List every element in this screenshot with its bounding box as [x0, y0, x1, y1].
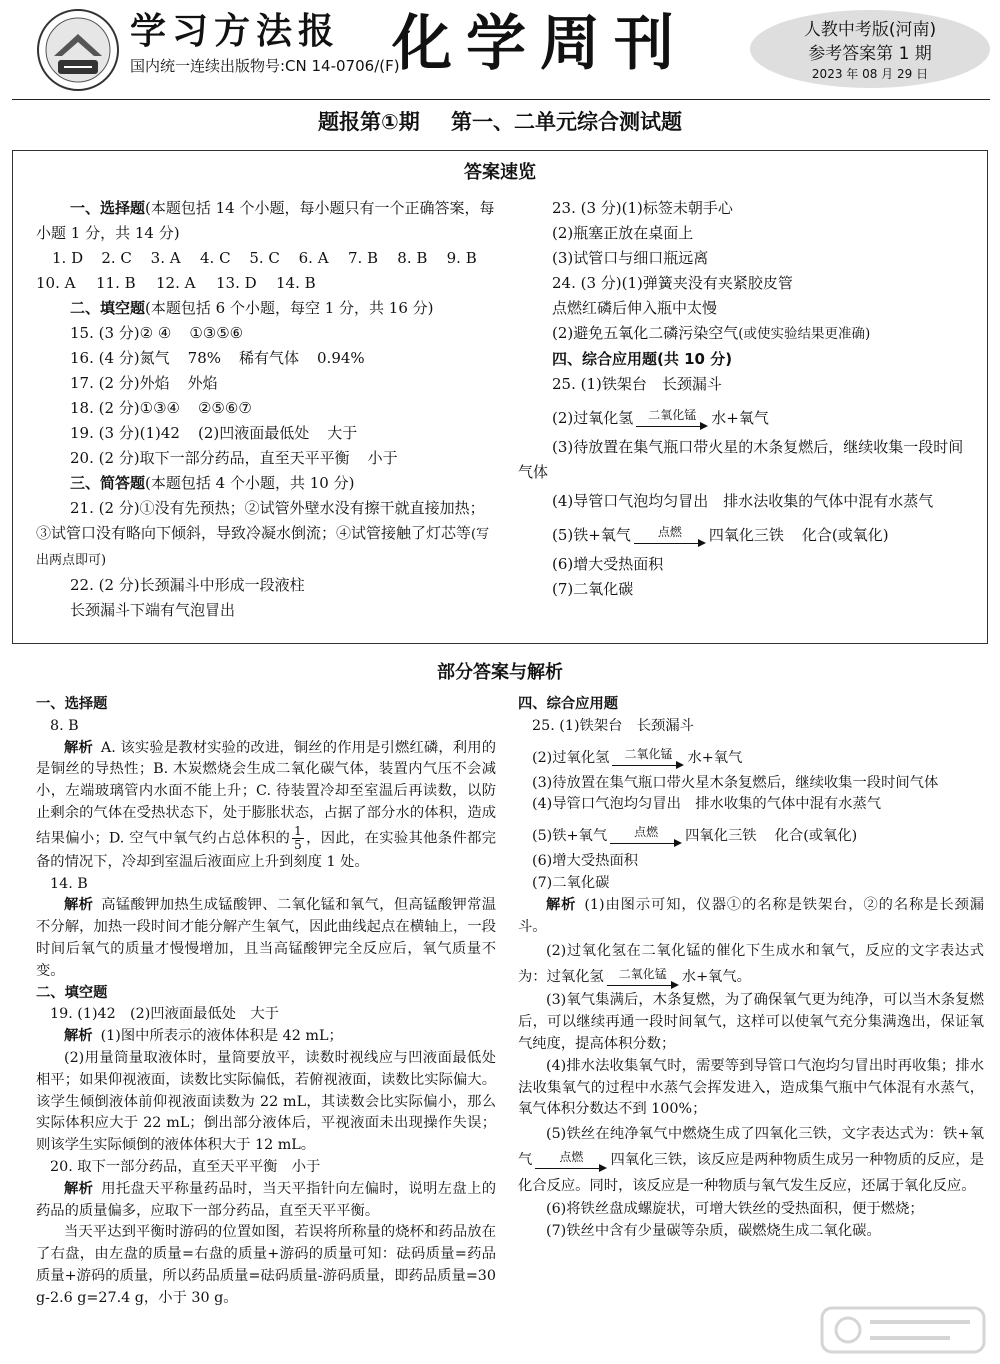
- mcq-answer: 13. D: [216, 274, 257, 292]
- analysis-title: 部分答案与解析: [437, 662, 563, 683]
- mcq-answer: 2. C: [101, 249, 132, 267]
- explanation-5: (5)铁丝在纯净氧气中燃烧生成了四氧化三铁，文字表达式为：铁+氧气 点燃 四氧化三铁，该反应是两种物质生成另一种物质的反应，是化合反应。同时，该反应是一种物质与氧气发生反应，还属于氧化反应。: [518, 1126, 985, 1195]
- newspaper-logo-icon: [36, 8, 120, 92]
- mcq-answer: 3. A: [150, 249, 181, 267]
- analysis-left-column: [36, 694, 496, 1310]
- analysis-q25-6: (6)增大受热面积: [532, 853, 639, 870]
- answer-q25-2: (2)过氧化氢 二氧化锰 水+氧气: [518, 397, 974, 431]
- mcq-answer: 11. B: [96, 274, 136, 292]
- analysis-q25-4: (4)导管口气泡均匀冒出 排水收集的气体中混有水蒸气: [532, 796, 882, 813]
- edition-label: 人教中考版(河南): [803, 20, 937, 40]
- answer-q25-3: (3)待放置在集气瓶口带火星的木条复燃后，继续收集一段时间气体: [518, 438, 964, 481]
- mcq-answer: 7. B: [347, 249, 379, 267]
- analysis-q20-answer: 20. 取下一部分药品，直至天平平衡 小于: [50, 1158, 321, 1175]
- answer-q25-4: (4)导管口气泡均匀冒出 排水法收集的气体中混有水蒸气: [552, 492, 934, 510]
- answer-q23-line-3: (3)试管口与细口瓶远离: [552, 249, 709, 267]
- answer-q25-1: 25. (1)铁架台 长颈漏斗: [552, 375, 722, 393]
- answer-q16: 16. (4 分)氮气 78% 稀有气体 0.94%: [70, 349, 365, 367]
- analysis-q25-1: 25. (1)铁架台 长颈漏斗: [532, 717, 694, 734]
- analysis-q8-answer: 8. B: [50, 717, 79, 734]
- mcq-answer: 14. B: [276, 274, 316, 292]
- fraction-one-fifth: $\frac{1}{5}$: [294, 823, 302, 852]
- answer-left-column: [36, 196, 496, 623]
- answer-q22-line-1: 22. (2 分)长颈漏斗中形成一段液柱: [70, 576, 305, 594]
- answer-q24-line-3: (2)避免五氧化二磷污染空气(或使实验结果更准确): [552, 324, 871, 342]
- answer-overview-title: 答案速览: [464, 162, 536, 183]
- analysis-section-1-heading: 一、选择题: [36, 696, 108, 712]
- explanation-4: (4)排水法收集氧气时，需要等到导管口气泡均匀冒出时再收集；排水法收集氧气的过程中水蒸气会挥发进入，造成集气瓶中气体混有水蒸气，氧气体积分数达不到 100%；: [518, 1057, 984, 1118]
- answer-q24-line-1: 24. (3 分)(1)弹簧夹没有夹紧胶皮管: [552, 274, 793, 292]
- answer-q22-line-2: 长颈漏斗下端有气泡冒出: [70, 601, 236, 619]
- answer-q21: 21. (2 分)①没有先预热；②试管外壁水没有擦干就直接加热；③试管口没有略向下倾斜，导致冷凝水倒流；④试管接触了灯芯等(写出两点即可): [36, 499, 490, 568]
- reaction-arrow: 二氧化锰: [607, 968, 679, 990]
- analysis-q14-text: 解析 高锰酸钾加热生成锰酸钾、二氧化锰和氧气，但高锰酸钾常温不分解，加热一段时间才能分解产生氧气，因此曲线起点在横轴上，一段时间后氧气的质量才慢慢增加，且当高锰酸钾完全反应后，氧气质量不变。: [36, 897, 496, 979]
- mcq-answer: 12. A: [156, 274, 196, 292]
- mcq-answer: 6. A: [298, 249, 329, 267]
- analysis-section-4-heading: 四、综合应用题: [518, 696, 619, 712]
- mcq-answers-row-1: [36, 246, 496, 271]
- analysis-q8-text: 解析 A. 该实验是教材实验的改进，铜丝的作用是引燃红磷，利用的是铜丝的导热性；B. 木炭燃烧会生成二氧化碳气体，装置内气压不会减小，左端玻璃管内水面不能上升；C. 待装置冷却至室温后再读数，以防止剩余的气体在受热状态下，处于膨胀状态，占据了部分水的体积，造成结果偏小；D. 空气中氧气约占总体积的 $\frac{1}{5}$ ，因此，在实验其他条件都完备的情况下，冷却到室温后液面应上升到刻度 1 处。: [36, 739, 497, 870]
- answer-q15: 15. (3 分)② ④ ①③⑤⑥: [70, 324, 244, 342]
- section-3-heading: 三、简答题(本题包括 4 个小题，共 10 分): [70, 474, 355, 492]
- mcq-answer: 4. C: [199, 249, 231, 267]
- answer-q25-6: (6)增大受热面积: [552, 555, 664, 573]
- answer-q20: 20. (2 分)取下一部分药品，直至天平平衡 小于: [70, 449, 398, 467]
- mcq-answer: 10. A: [36, 274, 76, 292]
- reaction-arrow: 点燃: [535, 1151, 607, 1173]
- explanation-7: (7)铁丝中含有少量碳等杂质，碳燃烧生成二氧化碳。: [546, 1222, 881, 1239]
- analysis-q20-text-2: 当天平达到平衡时游码的位置如图，若误将所称量的烧杯和药品放在了右盘，由左盘的质量=右盘的质量+游码的质量可知：砝码质量=药品质量+游码的质量，所以药品质量=砝码质量-游码质量，即药品质量=30 g-2.6 g=27.4 g，小于 30 g。: [36, 1224, 496, 1306]
- analysis-q25-5: (5)铁+氧气 点燃 四氧化三铁 化合(或氧化): [518, 816, 984, 848]
- test-subtitle: [0, 108, 1000, 136]
- section-2-heading: 二、填空题(本题包括 6 个小题，每空 1 分，共 16 分): [70, 299, 434, 317]
- answer-q25-5: (5)铁+氧气 点燃 四氧化三铁 化合(或氧化): [518, 514, 974, 548]
- reaction-arrow: 点燃: [610, 826, 682, 848]
- reaction-arrow: 二氧化锰: [636, 409, 708, 431]
- issue-number: 题报第①期: [317, 110, 420, 134]
- mcq-answer: 9. B: [446, 249, 477, 267]
- mcq-answer: 1. D: [52, 249, 84, 267]
- answer-q23-line-1: 23. (3 分)(1)标签未朝手心: [552, 199, 733, 217]
- mcq-answer: 5. C: [249, 249, 280, 267]
- analysis-q14-answer: 14. B: [50, 875, 88, 892]
- mcq-answer: 8. B: [397, 249, 428, 267]
- answer-q25-7: (7)二氧化碳: [552, 580, 634, 598]
- reaction-arrow: 点燃: [634, 526, 706, 548]
- magazine-title: 化学周刊: [392, 9, 688, 79]
- header-divider: [12, 99, 990, 100]
- explanation-3: (3)氧气集满后，木条复燃，为了确保氧气更为纯净，可以当木条复燃后，可以继续再通一段时间氧气，这样可以使氧气充分集满逸出，保证氧气纯度，提高体积分数；: [518, 992, 984, 1052]
- test-name: 第一、二单元综合测试题: [451, 110, 683, 134]
- analysis-q25-2: (2)过氧化氢 二氧化锰 水+氧气: [518, 738, 984, 770]
- answer-q24-line-2: 点燃红磷后伸入瓶中太慢: [552, 299, 718, 317]
- analysis-q19-answer: 19. (1)42 (2)凹液面最低处 大于: [50, 1006, 279, 1023]
- issue-date: 2023 年 08 月 29 日: [811, 67, 929, 81]
- answer-q18: 18. (2 分)①③④ ②⑤⑥⑦: [70, 399, 252, 417]
- publication-code: 国内统一连续出版物号:CN 14-0706/(F): [130, 57, 400, 75]
- paper-name: 学习方法报: [130, 10, 341, 52]
- section-4-heading: 四、综合应用题(共 10 分): [552, 350, 733, 368]
- answer-q19: 19. (3 分)(1)42 (2)凹液面最低处 大于: [70, 424, 358, 442]
- reaction-arrow: 二氧化锰: [612, 748, 684, 770]
- analysis-section-2-heading: 二、填空题: [36, 984, 108, 1001]
- analysis-q19-text-1: 解析 (1)图中所表示的液体体积是 42 mL；: [64, 1028, 343, 1045]
- answer-right-column: [518, 196, 974, 602]
- issue-label: 参考答案第 1 期: [808, 44, 932, 64]
- analysis-q25-7: (7)二氧化碳: [532, 874, 610, 891]
- answer-q17: 17. (2 分)外焰 外焰: [70, 374, 218, 392]
- mcq-answers-row-2: [36, 271, 496, 296]
- analysis-q20-text-1: 解析 用托盘天平称量药品时，当天平指针向左偏时，说明左盘上的药品的质量偏多，应取下一部分药品，直至天平平衡。: [36, 1180, 496, 1219]
- watermark-logo-icon: [818, 1300, 988, 1360]
- analysis-q25-3: (3)待放置在集气瓶口带火星木条复燃后，继续收集一段时间气体: [532, 774, 939, 791]
- analysis-right-column: [518, 694, 984, 1243]
- explanation-6: (6)将铁丝盘成螺旋状，可增大铁丝的受热面积，便于燃烧；: [546, 1201, 924, 1218]
- explanation-2: (2)过氧化氢在二氧化锰的催化下生成水和氧气，反应的文字表达式为：过氧化氢 二氧化锰 水+氧气。: [518, 938, 984, 990]
- analysis-q19-text-2: (2)用量筒量取液体时，量筒要放平，读数时视线应与凹液面最低处相平；如果仰视液面，读数比实际偏低，若俯视液面，读数比实际偏大。该学生倾倒液体前仰视液面读数为 22 mL，其读数会比实际偏小，那么实际体积应大于 22 mL；倒出部分液体后，平视液面未出现操作失误；则该学生实际倾倒的液体体积大于 12 mL。: [36, 1049, 496, 1154]
- masthead: [0, 0, 1000, 100]
- explanation-1: 解析 (1)由图示可知，仪器①的名称是铁架台，②的名称是长颈漏斗。: [518, 896, 985, 935]
- section-1-heading: 一、选择题(本题包括 14 个小题，每小题只有一个正确答案，每小题 1 分，共 14 分): [36, 199, 495, 242]
- answer-q23-line-2: (2)瓶塞正放在桌面上: [552, 224, 694, 242]
